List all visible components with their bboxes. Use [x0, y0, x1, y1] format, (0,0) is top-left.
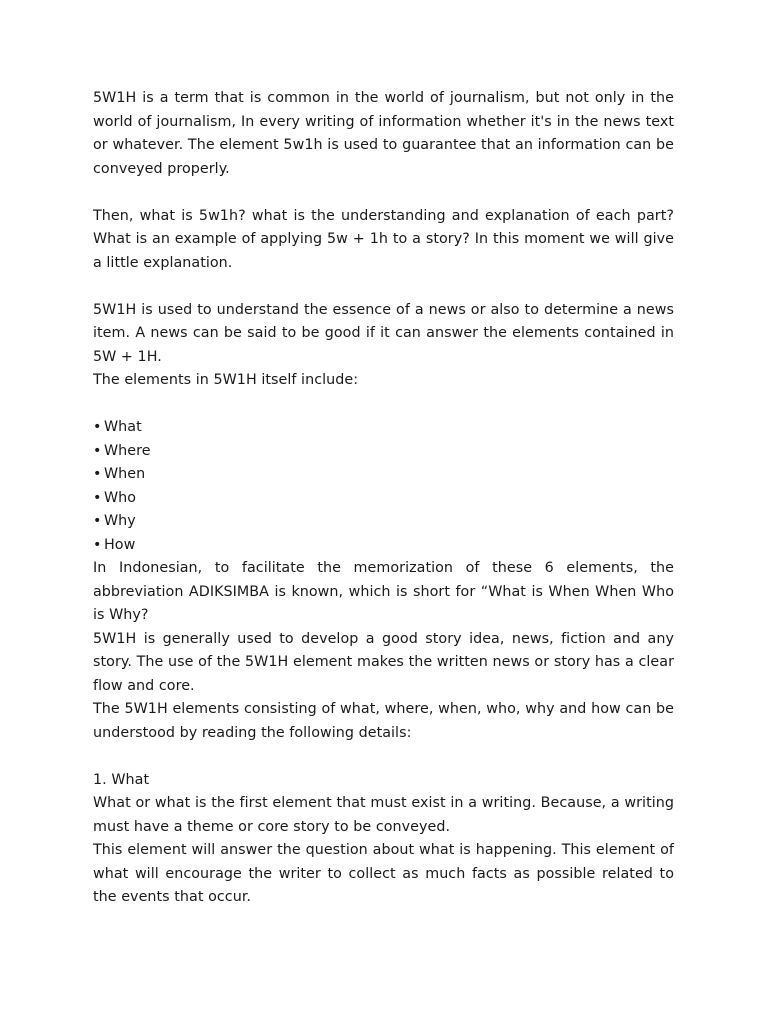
intro-paragraph: 5W1H is a term that is common in the world of journalism, but not only in the world of journalism, In every writing of information whether it's in the news text or whatever. The element 5w1h is used to guarantee that an information can be conveyed properly.	[93, 90, 674, 177]
mnemonic-paragraph: In Indonesian, to facilitate the memorization of these 6 elements, the abbreviation ADIKSIMBA is known, which is short for “What is When When Who is Why?	[93, 560, 674, 623]
list-item-label: Where	[104, 442, 151, 459]
bullet-symbol: •	[93, 513, 102, 529]
paragraph-gap	[93, 181, 674, 205]
paragraph-gap	[93, 275, 674, 299]
list-item	[93, 416, 674, 440]
what-definition-paragraph: What or what is the first element that must exist in a writing. Because, a writing must have a theme or core story to be conveyed.	[93, 795, 674, 835]
paragraph-gap	[93, 745, 674, 769]
list-item	[93, 463, 674, 487]
list-item-label: How	[104, 536, 136, 553]
list-item-label: When	[104, 466, 146, 482]
list-item	[93, 534, 674, 558]
list-item-label: What	[104, 419, 142, 435]
elements-list	[93, 416, 674, 557]
section-heading-what: 1. What	[93, 771, 150, 788]
document-page	[93, 87, 674, 910]
bullet-symbol: •	[93, 419, 102, 435]
list-item-label: Why	[104, 513, 136, 529]
question-paragraph: Then, what is 5w1h? what is the understanding and explanation of each part? What is an example of applying 5w + 1h to a story? In this moment we will give a little explanation.	[93, 207, 674, 271]
bullet-symbol: •	[93, 536, 102, 553]
elements-intro: The elements in 5W1H itself include:	[93, 372, 359, 388]
bullet-symbol: •	[93, 466, 102, 482]
details-intro-paragraph: The 5W1H elements consisting of what, where, when, who, why and how can be understood by reading the following details:	[93, 701, 674, 741]
paragraph-gap	[93, 393, 674, 417]
bullet-symbol: •	[93, 489, 102, 506]
list-item	[93, 440, 674, 464]
list-item	[93, 487, 674, 511]
usage-paragraph: 5W1H is generally used to develop a good story idea, news, fiction and any story. The use of the 5W1H element makes the written news or story has a clear flow and core.	[93, 630, 674, 694]
list-item-label: Who	[104, 489, 137, 506]
bullet-symbol: •	[93, 442, 102, 459]
list-item	[93, 510, 674, 534]
purpose-paragraph: 5W1H is used to understand the essence of a news or also to determine a news item. A news can be said to be good if it can answer the elements contained in 5W + 1H.	[93, 301, 674, 365]
what-explanation-paragraph: This element will answer the question about what is happening. This element of what will encourage the writer to collect as much facts as possible related to the events that occur.	[93, 842, 674, 905]
